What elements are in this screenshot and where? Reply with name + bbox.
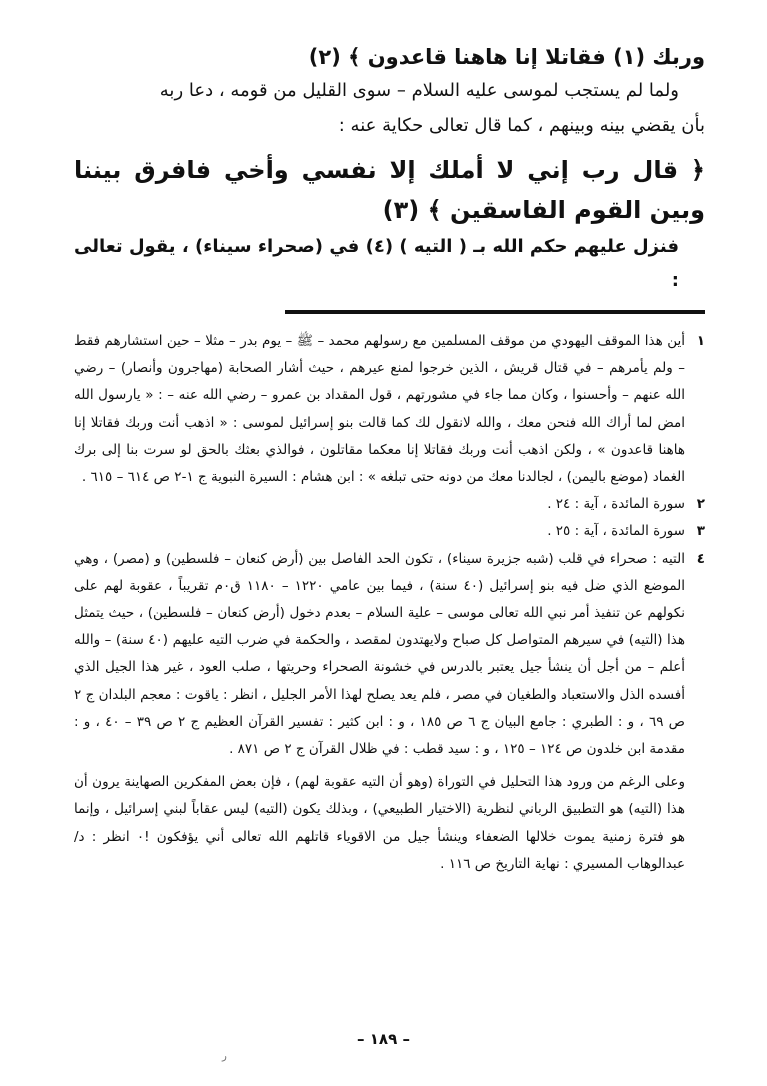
footnote — [74, 491, 705, 518]
verse-continuation: وربك (١) فقاتلا إنا هاهنا قاعدون ﴾ (٢) — [308, 45, 705, 69]
footnote-continuation: وعلى الرغم من ورود هذا التحليل في التوراة (وهو أن التيه عقوبة لهم) ، فإن بعض المفكرين الصهاينة يرون أن هذا (التيه) هو التطبيق الرباني لنظرية (الاختيار الطبيعي) ، وبذلك يكون (التيه) ليس عقاباً لبني إسرائيل ، وإنما هو فترة زمنية يموت خلالها الضعفاء وينشأ جيل من الاقوياء قاتلهم الله تعالى أني يؤفكون !٠ انظر : د/ عبدالوهاب المسيري : نهاية التاريخ ص ١١٦ . — [74, 774, 686, 872]
stray-mark: ر — [222, 1051, 227, 1062]
footnote-text: أين هذا الموقف اليهودي من موقف المسلمين مع رسولهم محمد – ﷺ – يوم بدر – مثلا – حين استشارهم فقط – ولم يأمرهم – في قتال قريش ، الذين خرجوا لمنع عيرهم ، حيث أشار الصحابة (مهاجرون وأنصار) – رضي الله عنهم – وأحسنوا ، وكان مما جاء في مشورتهم ، قول المقداد بن عمرو – رضي الله عنه – : « يارسول الله امض لما أراك الله فنحن معك ، والله لانقول لك كما قالت بنو إسرائيل لموسى : « اذهب أنت وربك فقاتلا إنا هاهنا قاعدون » ، ولكن اذهب أنت وربك فقاتلا إنا معكما مقاتلون ، فوالذي بعثك بالحق لو سرت بنا إلى برك الغماد (موضع باليمن) ، لجالدنا معك من دونه حتى تبلغه » : ابن هشام : السيرة النبوية ج ١-٢ ص ٦١٤ – ٦١٥ . — [74, 333, 685, 486]
paragraph-line: بأن يقضي بينه وبينهم ، كما قال تعالى حكاية عنه : — [338, 115, 705, 136]
page-number: – ١٨٩ – — [357, 1030, 410, 1048]
footnote-text: سورة المائدة ، آية : ٢٥ . — [547, 523, 685, 540]
footnote-number: ٣ — [696, 523, 705, 540]
paragraph-line: فنزل عليهم حكم الله بـ ( التيه ) (٤) في (صحراء سيناء) ، يقول تعالى : — [74, 236, 680, 291]
footnote-number: ١ — [696, 333, 705, 349]
quranic-verse: ﴿ قال رب إني لا أملك إلا نفسي وأخي فافرق بيننا وبين القوم الفاسقين ﴾ (٣) — [74, 156, 705, 224]
footnote-number: ٢ — [696, 496, 705, 513]
footnote — [74, 546, 705, 764]
footnote — [74, 328, 705, 491]
main-text — [74, 40, 705, 298]
footnote-separator — [285, 310, 705, 314]
footnote-number: ٤ — [696, 550, 705, 567]
footnote-text: التيه : صحراء في قلب (شبه جزيرة سيناء) ، تكون الحد الفاصل بين (أرض كنعان – فلسطين) و (مصر) ، وهي الموضع الذي ضل فيه بنو إسرائيل (٤٠ سنة) ، فيما بين عامي ١٢٢٠ – ١١٨٠ ق٠م تقريباً ، عقوبة لهم على نكولهم عن تنفيذ أمر نبي الله تعالى موسى – علية السلام – بعدم دخول (أرض كنعان – فلسطين) ، حيث يتمثل هذا (التيه) في سيرهم المتواصل كل صباح ولايهتدون لمقصد ، والحكمة في ضرب التيه عليهم (٤٠ سنة) – والله أعلم – من أجل أن ينشأ جيل يعتبر بالدرس في خشونة الصحراء وحريتها ، صلب العود ، غير هذا الجيل الذي أفسده الذل والاستعباد والطغيان في مصر ، فلم يعد يصلح لهذا الأمر الجليل ، انظر : ياقوت : معجم البلدان ج ٢ ص ٦٩ ، و : الطبري : جامع البيان ج ٦ ص ١٨٥ ، و : ابن كثير : تفسير القرآن العظيم ج ٢ ص ٣٩ – ٤٠ ، و : مقدمة ابن خلدون ص ١٢٤ – ١٢٥ ، و : سيد قطب : في ظلال القرآن ج ٢ ص ٨٧١ . — [74, 550, 686, 758]
footnote — [74, 518, 705, 545]
paragraph-line: ولما لم يستجب لموسى عليه السلام – سوى القليل من قومه ، دعا ربه — [159, 80, 679, 101]
footnotes — [74, 328, 705, 878]
footnote-text: سورة المائدة ، آية : ٢٤ . — [547, 496, 685, 513]
